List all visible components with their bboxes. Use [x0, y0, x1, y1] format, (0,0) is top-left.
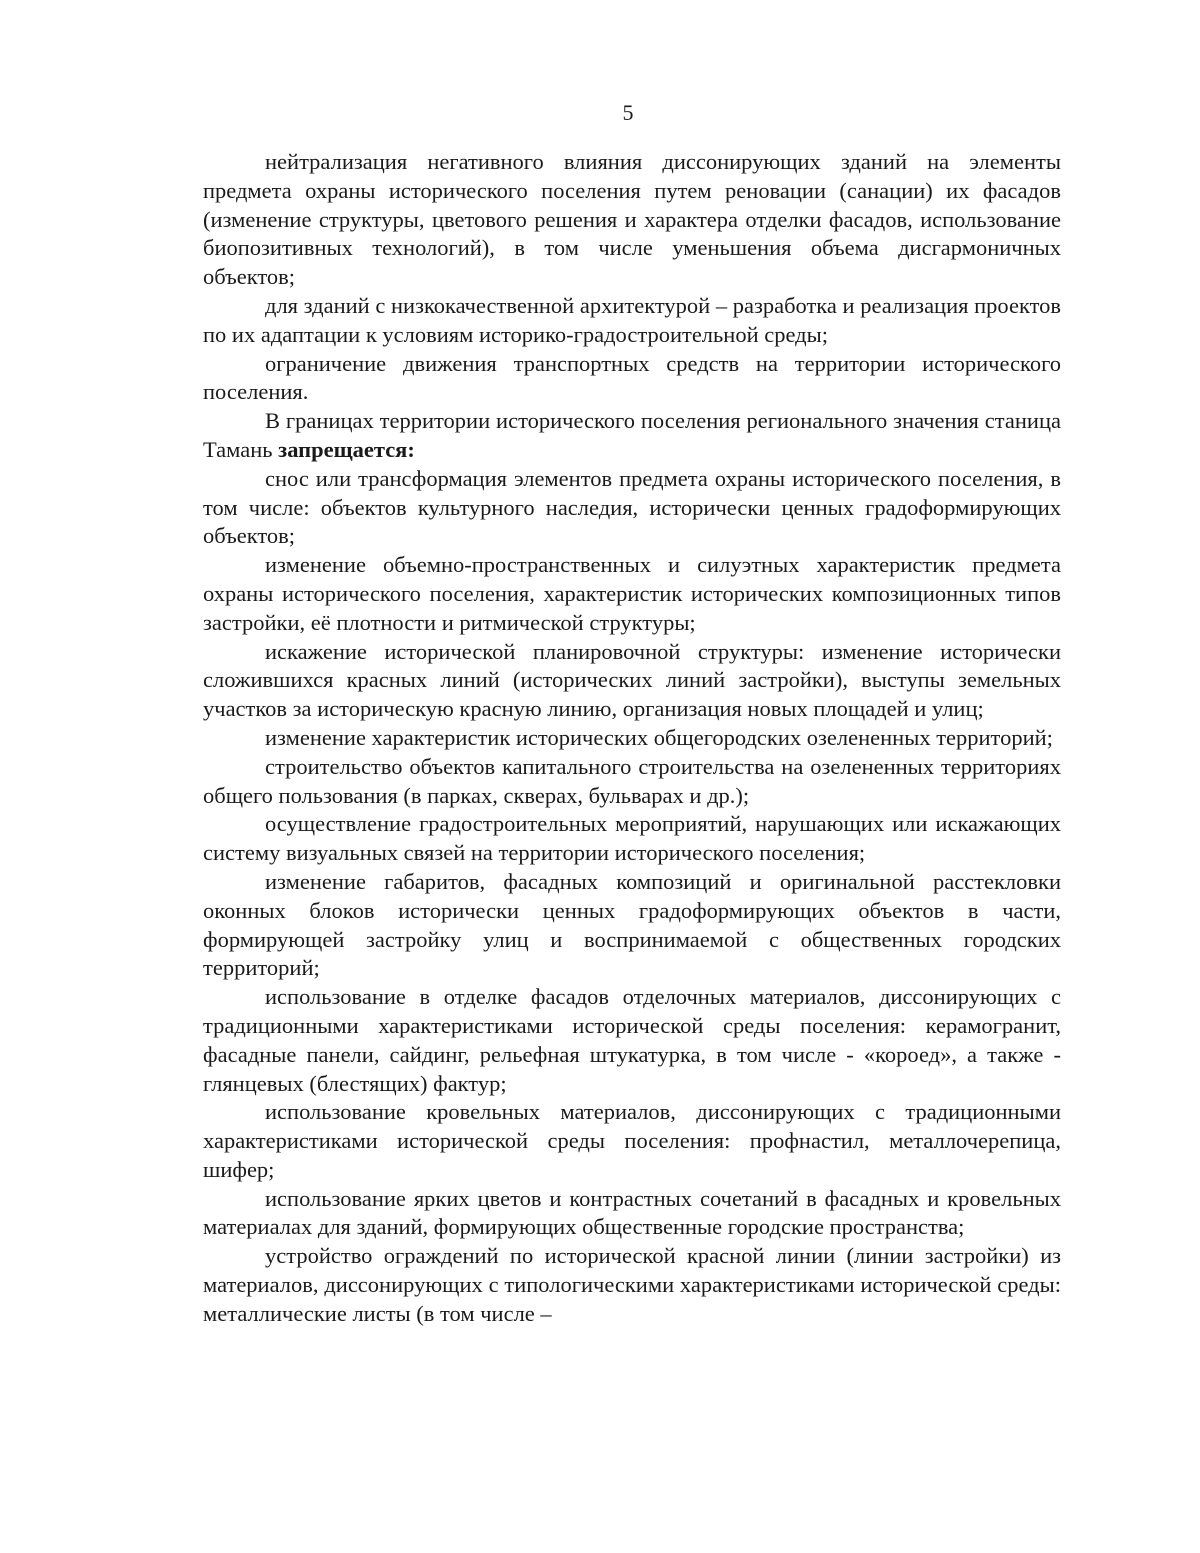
paragraph-demolition: снос или трансформация элементов предмета охраны исторического поселения, в том числе: объектов культурного наследия, исторически ценных градоформирующих объектов; [203, 465, 1061, 549]
paragraph-fences: устройство ограждений по исторической красной линии (линии застройки) из материалов, диссонирующих с типологическими характеристиками исторической среды: металлические листы (в том числе – [203, 1243, 1061, 1326]
paragraph-planning-distortion: искажение исторической планировочной структуры: изменение исторически сложившихся красных линий (исторических линий застройки), выступы земельных участков за историческую красную линию, организация новых площадей и улиц; [203, 638, 1061, 722]
paragraph-prohibited-intro [203, 407, 1061, 465]
paragraph-construction-green: строительство объектов капитального строительства на озелененных территориях общего пользования (в парках, скверах, бульварах и др.); [203, 753, 1061, 808]
paragraph-facade-materials: использование в отделке фасадов отделочных материалов, диссонирующих с традиционными характеристиками исторической среды поселения: керамогранит, фасадные панели, сайдинг, рельефная штукатурка, в том числе - «короед», а также - глянцевых (блестящих) фактур; [203, 984, 1061, 1096]
page-number: 5 [622, 100, 634, 125]
paragraph-low-quality-buildings: для зданий с низкокачественной архитектурой – разработка и реализация проектов по их адаптации к условиям историко-градостроительной среды; [203, 292, 1061, 347]
prohibited-intro-text: В границах территории исторического поселения регионального значения станица Тамань [203, 408, 1061, 462]
paragraph-volumetric-changes: изменение объемно-пространственных и силуэтных характеристик предмета охраны исторического поселения, характеристик исторических композиционных типов застройки, её плотности и ритмической структуры; [203, 552, 1061, 635]
paragraph-traffic-restriction: ограничение движения транспортных средств на территории исторического поселения. [203, 350, 1061, 405]
paragraph-green-areas: изменение характеристик исторических общегородских озелененных территорий; [265, 724, 1053, 750]
prohibited-keyword: запрещается: [278, 436, 415, 462]
paragraph-facade-dimensions: изменение габаритов, фасадных композиций и оригинальной расстекловки оконных блоков исторически ценных градоформирующих объектов в части, формирующей застройку улиц и воспринимаемой с общественных городских территорий; [203, 868, 1061, 981]
paragraph-neutralization: нейтрализация негативного влияния диссонирующих зданий на элементы предмета охраны исторического поселения путем реновации (санации) их фасадов (изменение структуры, цветового решения и характера отделки фасадов, использование биопозитивных технологий), в том числе уменьшения объема дисгармоничных объектов; [203, 149, 1061, 290]
paragraph-bright-colors: использование ярких цветов и контрастных сочетаний в фасадных и кровельных материалах для зданий, формирующих общественные городские пространства; [203, 1185, 1061, 1240]
paragraph-roof-materials: использование кровельных материалов, диссонирующих с традиционными характеристиками исторической среды поселения: профнастил, металлочерепица, шифер; [203, 1099, 1061, 1182]
document-body [203, 148, 1061, 1329]
paragraph-visual-links: осуществление градостроительных мероприятий, нарушающих или искажающих систему визуальных связей на территории исторического поселения; [203, 811, 1061, 866]
